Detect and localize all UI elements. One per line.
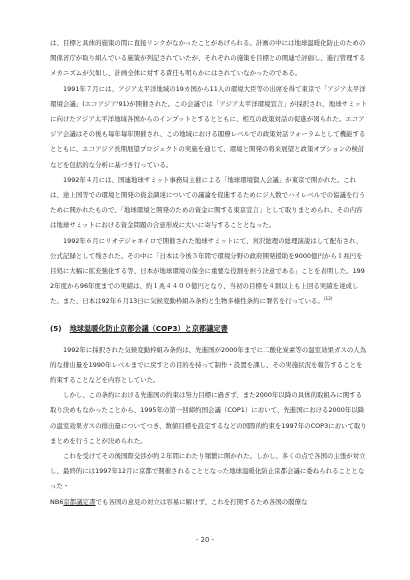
paragraph: 1992年に採択された気候変動枠組み条約は、先進国が2000年までに二酸化炭素等の温室効果ガスの人為的な排出量を1990年レベルまでに戻すとの目的を持って制作・設置を課し、その実施状況を報告することを約束することなどを内容としていた。 bbox=[50, 345, 367, 385]
page-number: - 20 - bbox=[196, 536, 214, 544]
paragraph: これを受けてその後国際交渉が約２年間にわたり頻繁に開かれた。しかし、多くの点で各国の主張が対立し、最終的には1997年12月に京都で開催されることとなった地球温暖化防止京都会議に委ねられることとなった・ bbox=[50, 452, 366, 491]
line-text: でも各国の意見の対立は容易に解けず、これを打開するため各国の閣僚な bbox=[95, 497, 308, 506]
section-title: 地球温暖化防止京都会議（COP3）と京都議定書 bbox=[69, 323, 228, 333]
paragraph: 1991年７月には、アジア太平洋地域の19カ国から11人の環境大臣等の出席を得て東京で「アジア太平洋環境会議」(エコアジア'91)が開催された。この会議では「アジア太平洋環境宣言」が採択され、地球サミットに向けたアジア太平洋地域各国からのインプットとするとともに、相互の政策対話の促進が図られた。エコアジア会議はその後も毎年毎年開催され、この地域における閣僚レベルでの政策対話フォーラムとして機能するとともに、エコアジア長期展望プロジェクトの実施を通じて、環境と開発の将来展望と政策オプションの検討などを包括的な分析に基づき行っている。 bbox=[50, 84, 368, 169]
line-lead: NB6 bbox=[50, 497, 64, 506]
paragraph-text: 1992年６月にリオデジャネイロで開催された地球サミットにて、宮沢総理の総理演説はして配布され、公式記録として残された。その中に「日本は今後５年間で環境分野の政府開発援助を9000億円から１兆円を目処に大幅に拡充強化する等、日本が地球環境の保全に重要な役割を担う決意である」ことを表明した。1992年度から96年度までの実績は、約１兆４４００億円となり、当初の目標を４割以上も上回る実績を達成した。また、日本は92年６月13日に気候変動枠組み条約と生物多様性条約に署名を行っている。 bbox=[50, 236, 365, 306]
footnote-ref: (12) bbox=[323, 296, 333, 302]
paragraph: は、目標と具体的施策の間に直接リンクがなかったことがあげられる。計画の中には地球温暖化防止のための関係省庁が取り組んでいる施策が列記されていたが、それぞれの施策を目標との関連で評価し、進行管理するメカニズムが欠如し、計画全体に対する責任も明らかにはされていなかったのである。 bbox=[50, 39, 366, 78]
paragraph: しかし、この条約における先進国の約束は努力目標に過ぎず、また2000年以降の具体的取組みに関する取り決めもなかったことから、1995年の第一回締約国会議（COP1）において、先進国における2000年以降の温室効果ガスの排出量についてつき、数値目標を設定するなどの国際的約束を1997年のCOP3において取りまとめを行うことが決められた。 bbox=[50, 391, 367, 445]
underlined-term: 京都議定書 bbox=[63, 497, 96, 506]
paragraph: 1992年４月には、国連地球サミット事務局主催による「地球環境賢人会議」が東京で開かれた。これは、途上国等での環境と開発の資金調達についての議論を促進するためにジ人数でハイレベルでの協議を行うために開かれたもので、「地球環境と開発のための資金に関する東京宣言」として取りまとめられ、その内容は地球サミットにおける資金問題の合意形成に大いに寄与することとなった。 bbox=[50, 175, 366, 230]
section-number: (5) bbox=[50, 323, 62, 333]
section-heading bbox=[50, 322, 368, 335]
body-text bbox=[50, 36, 368, 510]
paragraph-last-line bbox=[50, 495, 368, 510]
paragraph bbox=[50, 234, 368, 310]
